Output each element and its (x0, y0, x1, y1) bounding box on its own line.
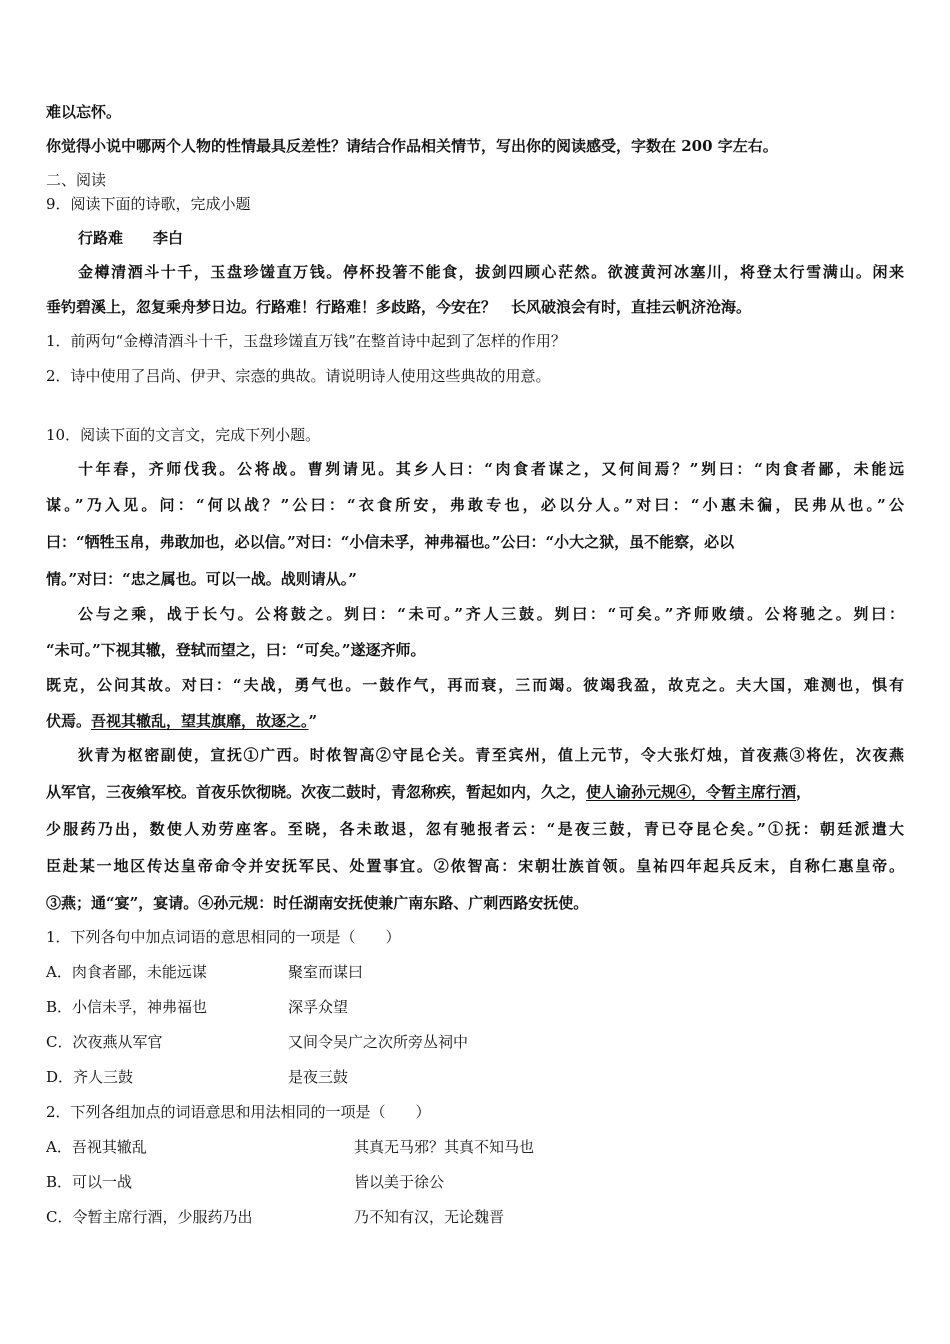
q10-passage-line: 少服药乃出，数使人劝劳座客。至晓，各未敢退，忽有驰报者云：“是夜三鼓，青已夺昆仑矣。”①抚：朝廷派遣大 (46, 820, 904, 838)
q10-passage-line: 既克，公问其故。对曰：“夫战，勇气也。一鼓作气，再而衰，三而竭。彼竭我盈，故克之。夫大国，难测也，惧有 (46, 676, 904, 694)
q10-passage-line: 狄青为枢密副使，宣抚①广西。时侬智高②守昆仑关。青至宾州，值上元节，令大张灯烛，首夜燕③将佐，次夜燕 (78, 746, 904, 764)
intro-question: 你觉得小说中哪两个人物的性情最具反差性？请结合作品相关情节，写出你的阅读感受，字数在 200 字左右。 (46, 137, 778, 155)
q9-title: 9．阅读下面的诗歌，完成小题 (46, 195, 251, 213)
q9-poem-line-2: 垂钓碧溪上，忽复乘舟梦日边。行路难！行路难！多歧路，今安在？ 长风破浪会有时，直挂云帆济沧海。 (46, 298, 752, 316)
q10-passage-line: 曰：“牺牲玉帛，弗敢加也，必以信。”对曰：“小信未孚，神弗福也。”公曰：“小大之狱，虽不能察，必以 (46, 533, 735, 551)
q10-passage-line: 谋。”乃入见。问：“何以战？”公曰：“衣食所安，弗敢专也，必以分人。”对曰：“小惠未徧，民弗从也。”公 (46, 496, 904, 514)
underlined-sentence: 使人谕孙元规④，令暂主席行酒 (586, 783, 797, 801)
q10-passage-line: “未可。”下视其辙，登轼而望之，曰：“可矣。”遂逐齐师。 (46, 641, 426, 659)
q10-passage-line: 从军官，三夜飨军校。首夜乐饮彻晓。次夜二鼓时，青忽称疾，暂起如内，久之，使人谕孙元规④，令暂主席行酒， (46, 783, 812, 801)
q10-annotation-line: ③燕；通“宴”，宴请。④孙元规：时任湖南安抚使兼广南东路、广刺西路安抚使。 (46, 894, 589, 912)
q10-passage-line: 十年春，齐师伐我。公将战。曹刿请见。其乡人曰：“肉食者谋之，又何间焉？”刿曰：“肉食者鄙，未能远 (78, 460, 904, 478)
underlined-sentence: 吾视其辙乱，望其旗靡，故逐之。 (91, 712, 309, 730)
q10-passage-line: 情。”对曰：“忠之属也。可以一战。战则请从。” (46, 570, 357, 588)
q10-sub1-option-b: B．小信未孚，神弗福也 深孚众望 (46, 998, 349, 1016)
q10-title: 10．阅读下面的文言文，完成下列小题。 (46, 426, 321, 444)
q9-poem-line-1: 金樽清酒斗十千，玉盘珍馐直万钱。停杯投箸不能食，拔剑四顾心茫然。欲渡黄河冰塞川，将登太行雪满山。闲来 (78, 263, 904, 281)
q9-sub-question-2: 2．诗中使用了吕尚、伊尹、宗悫的典故。请说明诗人使用这些典故的用意。 (46, 367, 551, 385)
q10-annotation-line: 臣赴某一地区传达皇帝命令并安抚军民、处置事宜。②侬智高：宋朝壮族首领。皇祐四年起兵反末，自称仁惠皇帝。 (46, 857, 904, 875)
q10-passage-line: 公与之乘，战于长勺。公将鼓之。刿曰：“未可。”齐人三鼓。刿曰：“可矣。”齐师败绩。公将驰之。刿曰： (78, 605, 904, 623)
q10-sub1-option-c: C．次夜燕从军官 又间令吴广之次所旁丛祠中 (46, 1033, 469, 1051)
section-title: 二、阅读 (46, 171, 107, 189)
q10-sub1-option-a: A．肉食者鄙，未能远谋 聚室而谋曰 (46, 963, 364, 981)
q10-sub2-stem: 2．下列各组加点的词语意思和用法相同的一项是（ ） (46, 1103, 431, 1121)
q9-sub-question-1: 1．前两句“金樽清酒斗十千，玉盘珍馐直万钱”在整首诗中起到了怎样的作用？ (46, 332, 566, 350)
q10-sub2-option-b: B．可以一战 皆以美于徐公 (46, 1173, 445, 1191)
q10-sub1-option-d: D．齐人三鼓 是夜三鼓 (46, 1068, 349, 1086)
q10-sub2-option-a: A．吾视其辙乱 其真无马邪？其真不知马也 (46, 1138, 535, 1156)
q10-sub2-option-c: C．令暂主席行酒，少服药乃出 乃不知有汉，无论魏晋 (46, 1208, 505, 1226)
q10-sub1-stem: 1．下列各句中加点词语的意思相同的一项是（ ） (46, 928, 401, 946)
intro-line-1: 难以忘怀。 (46, 103, 122, 121)
q10-passage-line: 伏焉。吾视其辙乱，望其旗靡，故逐之。” (46, 712, 318, 730)
q9-poem-title: 行路难 李白 (78, 229, 184, 247)
